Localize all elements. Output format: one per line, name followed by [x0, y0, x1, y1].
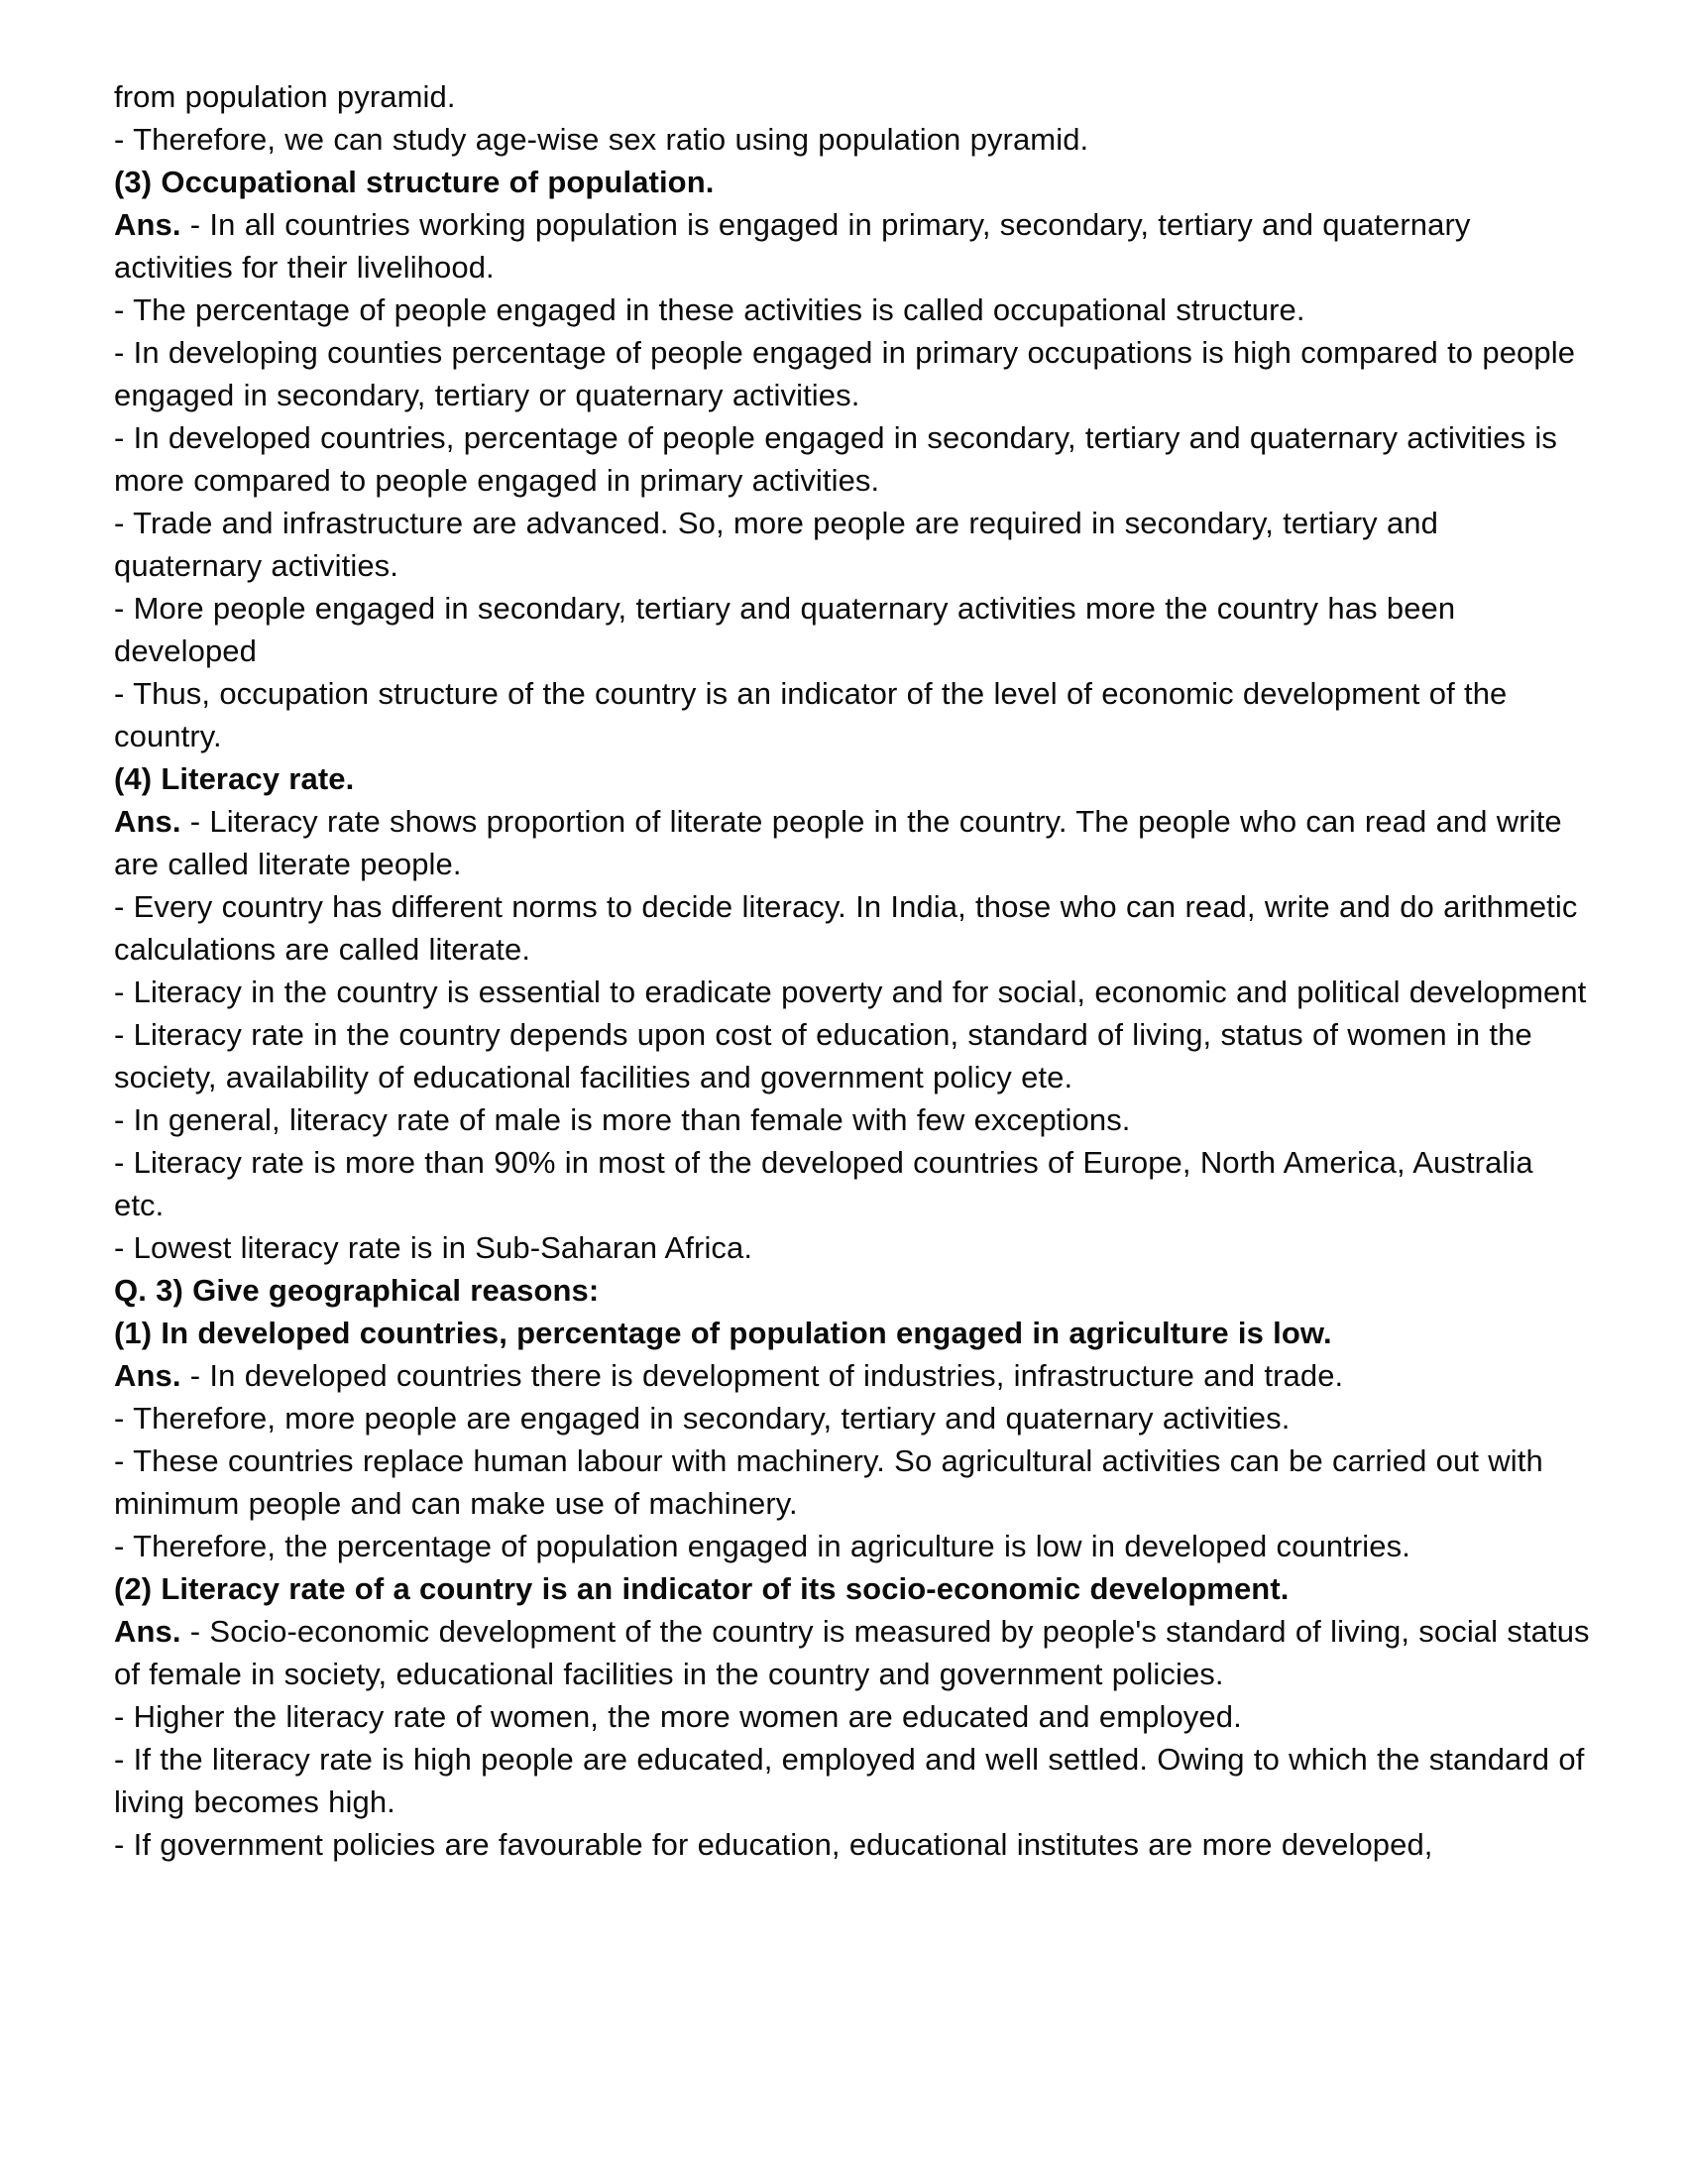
answer-text: - Literacy rate shows proportion of literate people in the country. The people who can read and write are called literate people.: [114, 804, 1562, 881]
bullet-paragraph: - If government policies are favourable for education, educational institutes are more developed,: [114, 1827, 1433, 1862]
subquestion-heading-socio-economic: (2) Literacy rate of a country is an indicator of its socio-economic development.: [114, 1571, 1290, 1606]
bullet-paragraph: - In general, literacy rate of male is more than female with few exceptions.: [114, 1102, 1131, 1137]
answer-paragraph: [114, 800, 1591, 885]
bullet-paragraph: - These countries replace human labour with machinery. So agricultural activities can be carried out with minimum people and can make use of machinery.: [114, 1443, 1543, 1521]
answer-paragraph: [114, 1610, 1591, 1695]
answer-paragraph: [114, 1354, 1591, 1397]
bullet-paragraph: - Every country has different norms to decide literacy. In India, those who can read, write and do arithmetic calculations are called literate.: [114, 889, 1578, 967]
bullet-paragraph: - In developing counties percentage of people engaged in primary occupations is high compared to people engaged in secondary, tertiary or quaternary activities.: [114, 335, 1576, 412]
bullet-paragraph: - Literacy in the country is essential to eradicate poverty and for social, economic and political development: [114, 975, 1587, 1009]
bullet-paragraph: - If the literacy rate is high people are educated, employed and well settled. Owing to which the standard of living becomes high.: [114, 1742, 1585, 1819]
answer-label: Ans.: [114, 804, 181, 839]
question-heading-literacy-rate: (4) Literacy rate.: [114, 761, 355, 796]
main-question-heading: Q. 3) Give geographical reasons:: [114, 1273, 600, 1308]
bullet-paragraph: - More people engaged in secondary, tertiary and quaternary activities more the country has been developed: [114, 591, 1456, 668]
subquestion-heading-agriculture: (1) In developed countries, percentage of population engaged in agriculture is low.: [114, 1316, 1332, 1350]
answer-text: - In all countries working population is engaged in primary, secondary, tertiary and quaternary activities for their livelihood.: [114, 207, 1471, 285]
bullet-paragraph: - Literacy rate in the country depends upon cost of education, standard of living, status of women in the society, availability of educational facilities and government policy ete.: [114, 1017, 1532, 1094]
answer-label: Ans.: [114, 1358, 181, 1393]
bullet-paragraph: - Trade and infrastructure are advanced. So, more people are required in secondary, tertiary and quaternary activities.: [114, 506, 1438, 583]
bullet-paragraph: - Therefore, we can study age-wise sex ratio using population pyramid.: [114, 122, 1089, 157]
answer-text: - Socio-economic development of the country is measured by people's standard of living, social status of female in society, educational facilities in the country and government policies.: [114, 1614, 1590, 1691]
bullet-paragraph: - Literacy rate is more than 90% in most of the developed countries of Europe, North America, Australia etc.: [114, 1145, 1533, 1222]
bullet-paragraph: - Lowest literacy rate is in Sub-Saharan Africa.: [114, 1230, 753, 1265]
bullet-paragraph: - Therefore, more people are engaged in secondary, tertiary and quaternary activities.: [114, 1401, 1291, 1436]
answer-label: Ans.: [114, 1614, 181, 1649]
question-heading-occupational-structure: (3) Occupational structure of population.: [114, 165, 715, 199]
bullet-paragraph: - Thus, occupation structure of the country is an indicator of the level of economic development of the country.: [114, 676, 1508, 753]
answer-text: - In developed countries there is development of industries, infrastructure and trade.: [180, 1358, 1344, 1393]
bullet-paragraph: - Higher the literacy rate of women, the more women are educated and employed.: [114, 1699, 1242, 1734]
bullet-paragraph: - In developed countries, percentage of people engaged in secondary, tertiary and quaternary activities is more compared to people engaged in primary activities.: [114, 420, 1557, 498]
bullet-paragraph: - Therefore, the percentage of population engaged in agriculture is low in developed countries.: [114, 1529, 1410, 1563]
document-body: [114, 75, 1591, 1866]
answer-paragraph: [114, 203, 1591, 288]
bullet-paragraph: - The percentage of people engaged in these activities is called occupational structure.: [114, 292, 1305, 327]
answer-label: Ans.: [114, 207, 181, 242]
continued-text-line: from population pyramid.: [114, 79, 456, 114]
